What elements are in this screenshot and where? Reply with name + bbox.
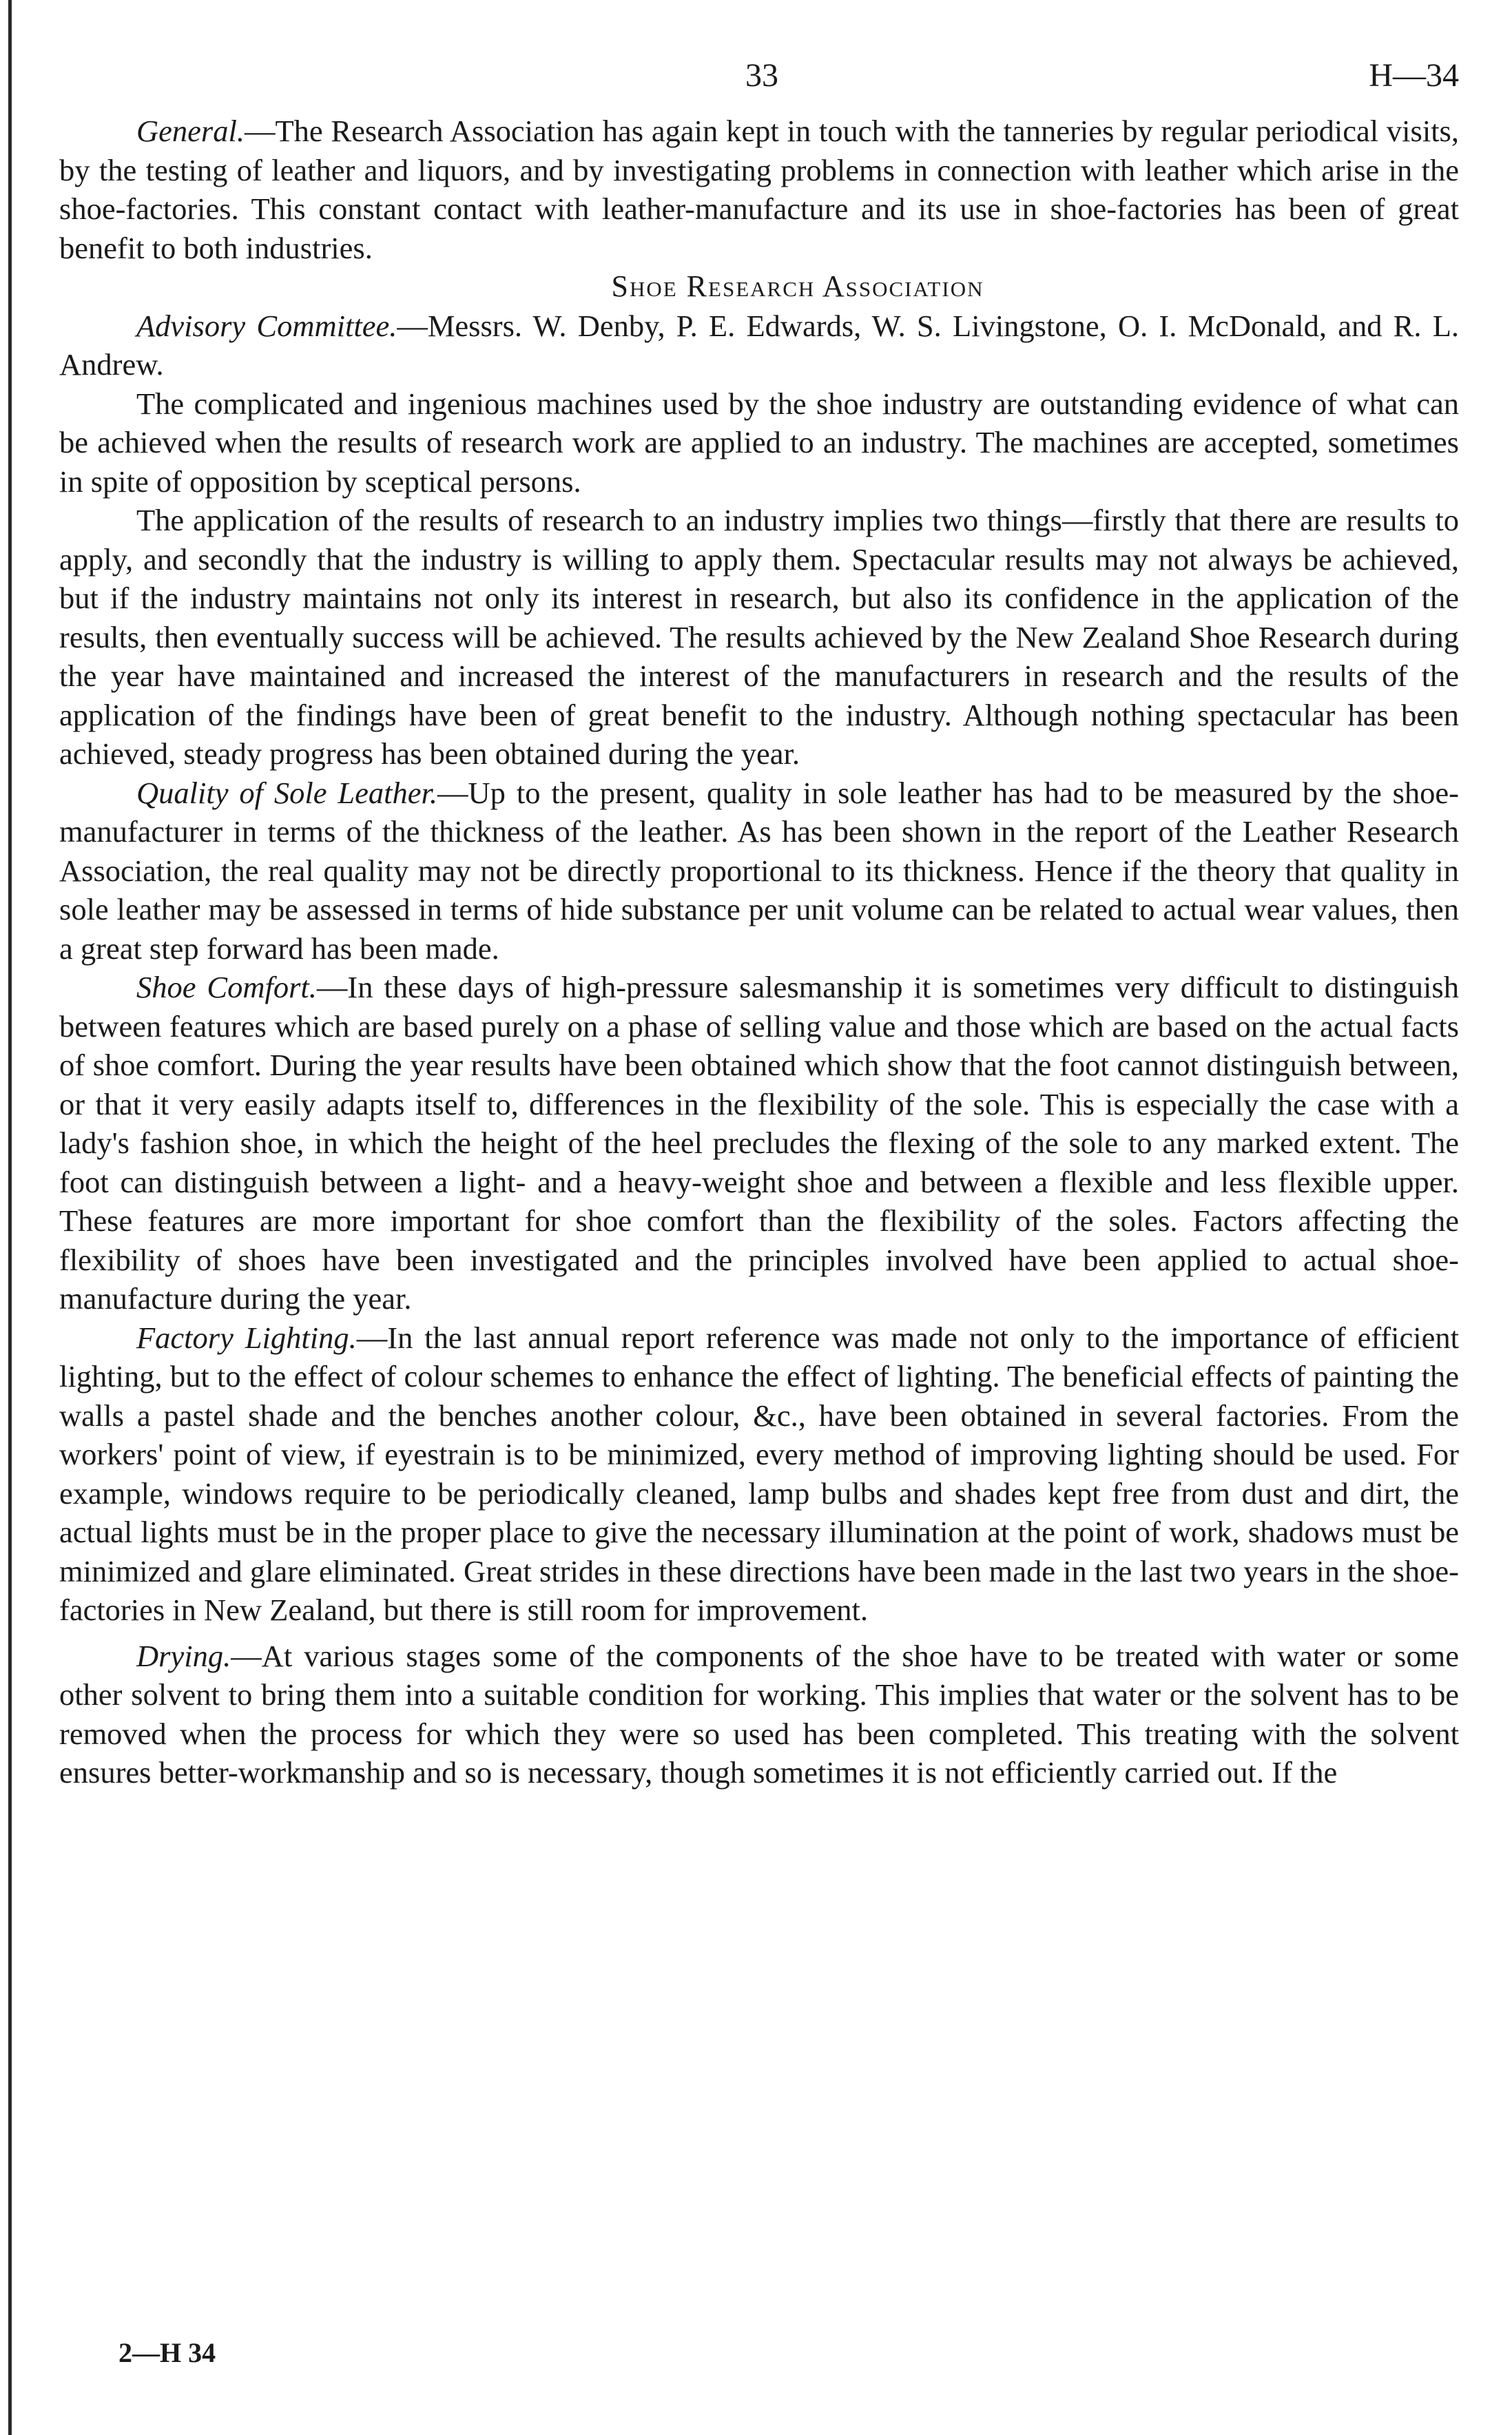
paragraph-quality <box>59 774 1459 968</box>
run-in-heading-general: General. <box>136 114 245 148</box>
body-text <box>59 112 1459 1792</box>
document-reference: H—34 <box>1369 57 1459 94</box>
printer-signature: 2—H 34 <box>118 2337 216 2368</box>
paragraph-drying <box>59 1637 1459 1792</box>
paragraph-advisory <box>59 307 1459 384</box>
run-in-heading-comfort: Shoe Comfort. <box>136 970 317 1004</box>
section-title: Shoe Research Association <box>611 269 984 303</box>
paragraph-machines <box>59 384 1459 501</box>
paragraph-application-text: The application of the results of research to an industry implies two things—firstly that there are results to apply, and secondly that the industry is willing to apply them. Spectacular results may not always be achieved, but if the industry maintains not only its interest in research, but also its confidence in the application of the results, then eventually success will be achieved. The results achieved by the New Zealand Shoe Research during the year have maintained and increased the interest of the manufacturers in research and the results of the application of the findings have been of great benefit to the industry. Although nothing spectacular has been achieved, steady progress has been obtained during the year. <box>59 503 1459 771</box>
paragraph-machines-text: The complicated and ingenious machines used by the shoe industry are outstanding evidence of what can be achieved when the results of research work are applied to an industry. The machines are accepted, sometimes in spite of opposition by sceptical persons. <box>59 386 1459 499</box>
paragraph-general-text: —The Research Association has again kept in touch with the tanneries by regular periodical visits, by the testing of leather and liquors, and by investigating problems in connection with leather which arise in the shoe-factories. This constant contact with leather-manufacture and its use in shoe-factories has been of great benefit to both industries. <box>59 114 1459 265</box>
paragraph-lighting <box>59 1318 1459 1630</box>
page-header <box>59 56 1459 112</box>
run-in-heading-drying: Drying. <box>136 1638 231 1673</box>
paragraph-application <box>59 501 1459 774</box>
paragraph-advisory-text: —Messrs. W. Denby, P. E. Edwards, W. S. Livingstone, O. I. McDonald, and R. L. Andrew. <box>59 308 1460 382</box>
paragraph-quality-text: —Up to the present, quality in sole leather has had to be measured by the shoe-manufacturer in terms of the thickness of the leather. As has been shown in the report of the Leather Research Association, the real quality may not be directly proportional to its thickness. Hence if the theory that quality in sole leather may be assessed in terms of hide substance per unit volume can be related to actual wear values, then a great step forward has been made. <box>59 775 1459 966</box>
paragraph-comfort-text: —In these days of high-pressure salesmanship it is sometimes very difficult to distinguish between features which are based purely on a phase of selling value and those which are based on the actual facts of shoe comfort. During the year results have been obtained which show that the foot cannot distinguish between, or that it very easily adapts itself to, differences in the flexibility of the sole. This is especially the case with a lady's fashion shoe, in which the height of the heel precludes the flexing of the sole to any marked extent. The foot can distinguish between a light- and a heavy-weight shoe and between a flexible and less flexible upper. These features are more important for shoe comfort than the flexibility of the soles. Factors affecting the flexibility of shoes have been investigated and the principles involved have been applied to actual shoe-manufacture during the year. <box>59 970 1459 1316</box>
run-in-heading-advisory: Advisory Committee. <box>136 308 397 343</box>
run-in-heading-quality: Quality of Sole Leather. <box>136 775 438 810</box>
page-number: 33 <box>745 57 778 94</box>
page-edge-rule <box>8 0 12 2435</box>
document-page <box>59 56 1459 1792</box>
paragraph-general <box>59 112 1459 267</box>
paragraph-lighting-text: —In the last annual report reference was made not only to the importance of efficient lighting, but to the effect of colour schemes to enhance the effect of lighting. The beneficial effects of painting the walls a pastel shade and the benches another colour, &c., have been obtained in several factories. From the workers' point of view, if eyestrain is to be minimized, every method of improving lighting should be used. For example, windows require to be periodically cleaned, lamp bulbs and shades kept free from dust and dirt, the actual lights must be in the proper place to give the necessary illumination at the point of work, shadows must be minimized and glare eliminated. Great strides in these directions have been made in the last two years in the shoe-factories in New Zealand, but there is still room for improvement. <box>59 1320 1459 1627</box>
run-in-heading-lighting: Factory Lighting. <box>136 1320 357 1355</box>
paragraph-drying-text: —At various stages some of the components of the shoe have to be treated with water or some other solvent to bring them into a suitable condition for working. This implies that water or the solvent has to be removed when the process for which they were so used has been completed. This treating with the solvent ensures better-workmanship and so is necessary, though sometimes it is not efficiently carried out. If the <box>59 1638 1459 1790</box>
paragraph-comfort <box>59 968 1459 1318</box>
